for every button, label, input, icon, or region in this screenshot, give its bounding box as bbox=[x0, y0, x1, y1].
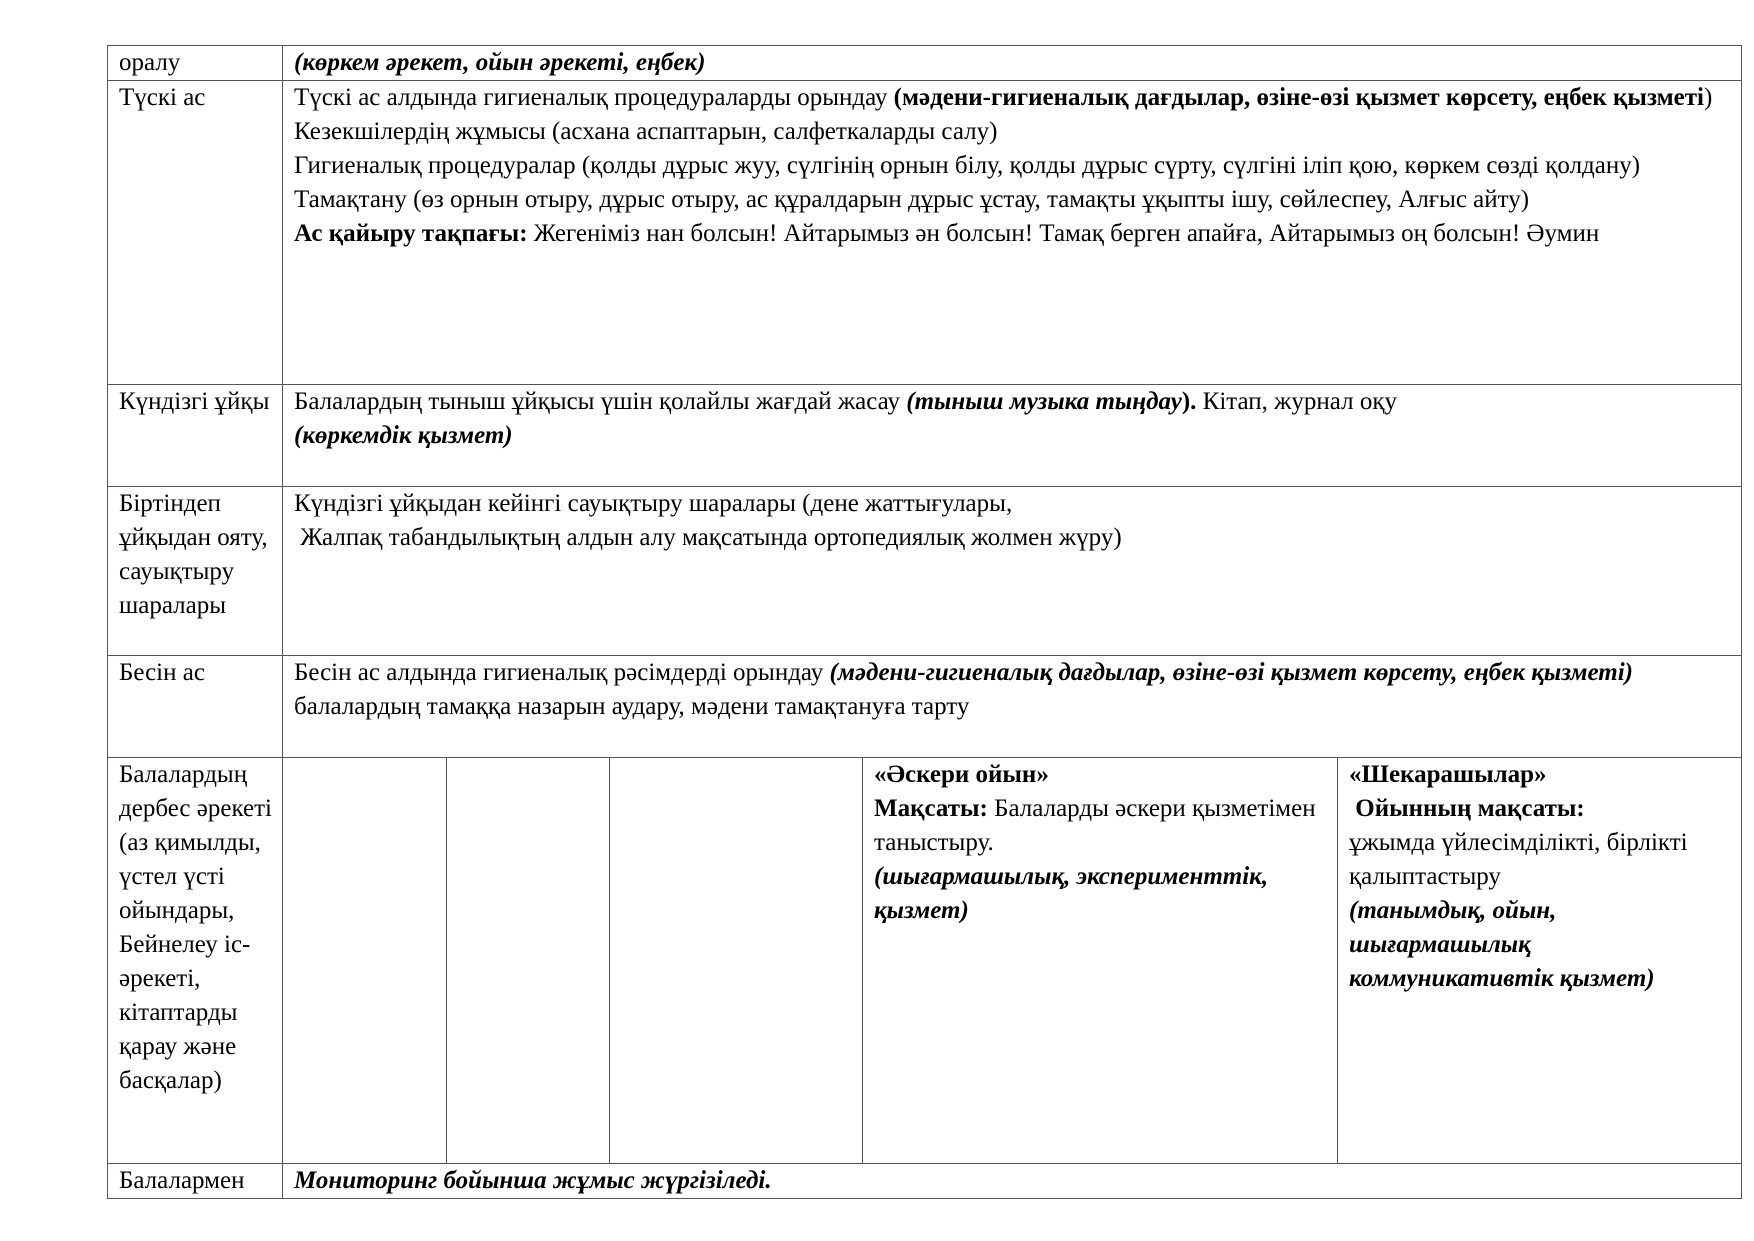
row-label-oralu: оралу bbox=[108, 46, 283, 81]
game-1-goal-label: Мақсаты: bbox=[874, 795, 988, 822]
balalarmen-text: Мониторинг бойынша жұмыс жүргізіледі. bbox=[294, 1167, 772, 1194]
table-row-balalarmen bbox=[108, 1164, 1742, 1199]
row-label-derbes: Балалардың дербес әрекеті (аз қимылды, үстел үсті ойындары, Бейнелеу іс- әрекеті, кітаптарды қарау және басқалар) bbox=[108, 758, 283, 1164]
row-content-besin-as bbox=[283, 656, 1742, 758]
derbes-cell-day-1 bbox=[283, 758, 447, 1164]
table-row-oralu bbox=[108, 46, 1742, 81]
table-row-birtindep bbox=[108, 487, 1742, 656]
game-1-goal bbox=[874, 792, 1331, 860]
kunduzgi-paragraph-2: (көркемдік қызмет) bbox=[294, 422, 513, 449]
kunduzgi-p1-tail: Кітап, журнал оқу bbox=[1196, 388, 1397, 415]
game-2-goal-label: Ойынның мақсаты: bbox=[1349, 795, 1585, 822]
besin-as-paragraph-2: балалардың тамаққа назарын аудару, мәдени тамақтануға тарту bbox=[294, 693, 970, 720]
tuski-as-p1-close: ) bbox=[1704, 84, 1713, 111]
row-label-tuski-as: Түскі ас bbox=[108, 81, 283, 385]
derbes-cell-day-3 bbox=[610, 758, 863, 1164]
game-2-goal-text: ұжымда үйлесімділікті, бірлікті қалыптастыру bbox=[1349, 829, 1688, 890]
row-label-birtindep: Біртіндеп ұйқыдан ояту, сауықтыру шаралары bbox=[108, 487, 283, 656]
row-label-kunduzgi: Күндізгі ұйқы bbox=[108, 385, 283, 487]
kunduzgi-paragraph-1 bbox=[294, 385, 1735, 419]
game-1-activity: (шығармашылық, эксперименттік, қызмет) bbox=[874, 863, 1269, 924]
table-row-tuski-as bbox=[108, 81, 1742, 385]
tuski-as-p5-text: Жегеніміз нан болсын! Айтарымыз ән болсын! Тамақ берген апайға, Айтарымыз оң болсын! Әумин bbox=[527, 220, 1600, 247]
row-content-kunduzgi bbox=[283, 385, 1742, 487]
tuski-as-p1-normal: Түскі ас алдында гигиеналық процедураларды орындау bbox=[294, 84, 894, 111]
row-label-balalarmen: Балалармен bbox=[108, 1164, 283, 1199]
game-1-goal-text: Балаларды әскери қызметімен таныстыру. bbox=[874, 795, 1316, 856]
oralu-activity-text: (көркем әрекет, ойын әрекеті, еңбек) bbox=[294, 49, 706, 76]
row-label-besin-as: Бесін ас bbox=[108, 656, 283, 758]
row-content-tuski-as bbox=[283, 81, 1742, 385]
kunduzgi-p1-italic: (тыныш музыка тыңдау bbox=[906, 388, 1182, 415]
kunduzgi-p1-normal: Балалардың тыныш ұйқысы үшін қолайлы жағдай жасау bbox=[294, 388, 907, 415]
derbes-cell-day-5 bbox=[1338, 758, 1742, 1164]
tuski-as-paragraph-4: Тамақтану (өз орнын отыру, дұрыс отыру, ас құралдарын дұрыс ұстау, тамақты ұқыпты ішу, сөйлеспеу, Алғыс айту) bbox=[294, 186, 1530, 213]
birtindep-paragraph-1: Күндізгі ұйқыдан кейінгі сауықтыру шаралары (дене жаттығулары, bbox=[294, 490, 1013, 517]
derbes-cell-day-4 bbox=[863, 758, 1338, 1164]
tuski-as-p5-bold: Ас қайыру тақпағы: bbox=[294, 220, 528, 247]
kunduzgi-p1-close: ). bbox=[1181, 388, 1197, 415]
table-row-besin-as bbox=[108, 656, 1742, 758]
tuski-as-paragraph-5 bbox=[294, 217, 1735, 251]
game-1-title: «Әскери ойын» bbox=[874, 761, 1049, 788]
table-row-derbes bbox=[108, 758, 1742, 1164]
besin-as-paragraph-1 bbox=[294, 656, 1735, 690]
row-content-oralu bbox=[283, 46, 1742, 81]
tuski-as-paragraph-2: Кезекшілердің жұмысы (асхана аспаптарын, салфеткаларды салу) bbox=[294, 118, 998, 145]
tuski-as-p1-bold: (мәдени-гигиеналық дағдылар, өзіне-өзі қызмет көрсету, еңбек қызметі bbox=[893, 84, 1704, 111]
game-2-activity: (танымдық, ойын, шығармашылық коммуникативтік қызмет) bbox=[1349, 897, 1655, 992]
derbes-cell-day-2 bbox=[447, 758, 610, 1164]
schedule-table bbox=[107, 45, 1742, 1199]
row-content-birtindep bbox=[283, 487, 1742, 656]
besin-as-p1-italic: (мәдени-гигиеналық дағдылар, өзіне-өзі қызмет көрсету, еңбек қызметі) bbox=[829, 659, 1633, 686]
table-row-kunduzgi bbox=[108, 385, 1742, 487]
game-2-title: «Шекарашылар» bbox=[1349, 761, 1547, 788]
besin-as-p1-normal: Бесін ас алдында гигиеналық рәсімдерді орындау bbox=[294, 659, 830, 686]
row-content-balalarmen bbox=[283, 1164, 1742, 1199]
tuski-as-paragraph-1 bbox=[294, 81, 1735, 115]
birtindep-paragraph-2: Жалпақ табандылықтың алдын алу мақсатында ортопедиялық жолмен жүру) bbox=[294, 524, 1122, 551]
tuski-as-paragraph-3: Гигиеналық процедуралар (қолды дұрыс жуу, сүлгінің орнын білу, қолды дұрыс сүрту, сүлгіні іліп қою, көркем сөзді қолдану) bbox=[294, 152, 1641, 179]
